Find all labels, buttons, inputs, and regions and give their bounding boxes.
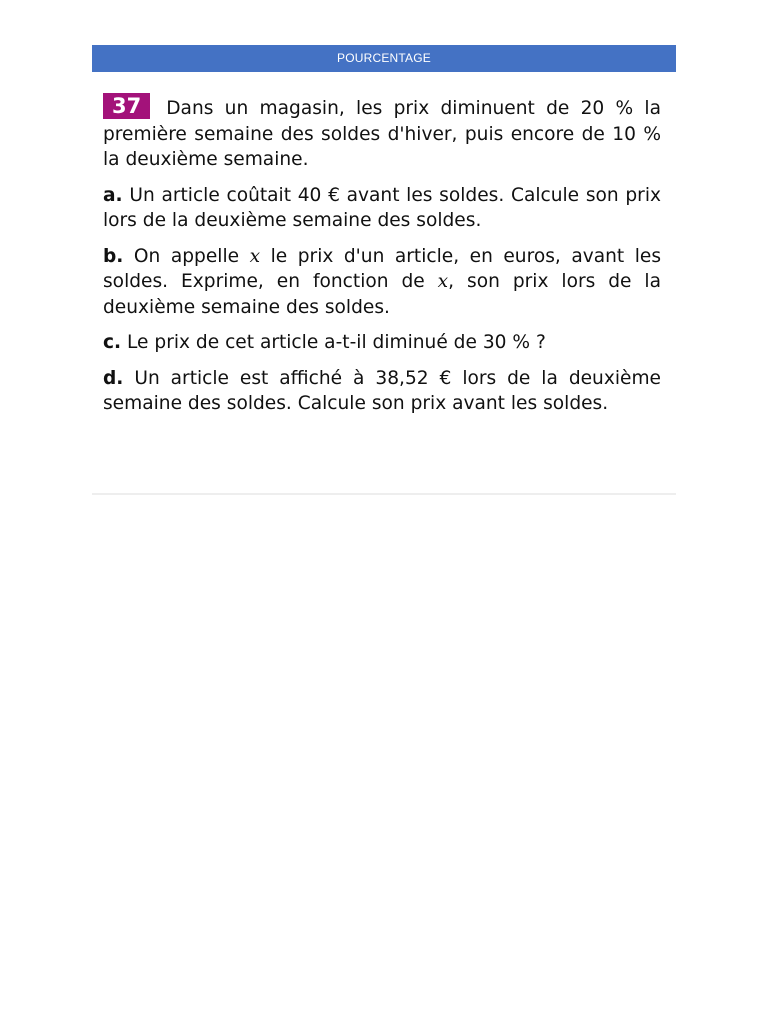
question-b-text-1: On appelle <box>133 245 240 267</box>
question-c-label: c. <box>103 332 122 353</box>
question-a-text: Un article coûtait 40 € avant les soldes. Calcule son prix lors de la deuxième semaine des soldes. <box>103 184 661 231</box>
question-a <box>103 183 661 234</box>
question-b-text-3: , son prix lors de la deuxième semaine des soldes. <box>103 271 661 318</box>
math-variable-x: x <box>437 271 449 292</box>
question-d-text: Un article est affiché à 38,52 € lors de la deuxième semaine des soldes. Calcule son prix avant les soldes. <box>103 367 662 414</box>
question-d <box>103 366 661 417</box>
math-variable-x: x <box>249 245 261 267</box>
question-a-label: a. <box>103 184 123 206</box>
question-b-text-2: le prix d'un article, en euros, avant les soldes. Exprime, en fonction de <box>103 245 662 292</box>
question-c-text: Le prix de cet article a-t-il diminué de 30 % ? <box>127 332 546 353</box>
page-title: POURCENTAGE <box>337 51 431 65</box>
page-title-bar <box>92 45 676 72</box>
divider-line <box>92 493 676 495</box>
exercise-intro-text: Dans un magasin, les prix diminuent de 20 % la première semaine des soldes d'hiver, puis encore de 10 % la deuxième semaine. <box>103 98 661 170</box>
exercise-intro-paragraph <box>103 93 661 173</box>
exercise-block <box>103 93 661 427</box>
question-d-label: d. <box>103 367 124 389</box>
question-b-label: b. <box>103 245 124 267</box>
question-c <box>103 330 661 356</box>
exercise-number-badge: 37 <box>103 93 150 119</box>
question-b <box>103 244 661 321</box>
